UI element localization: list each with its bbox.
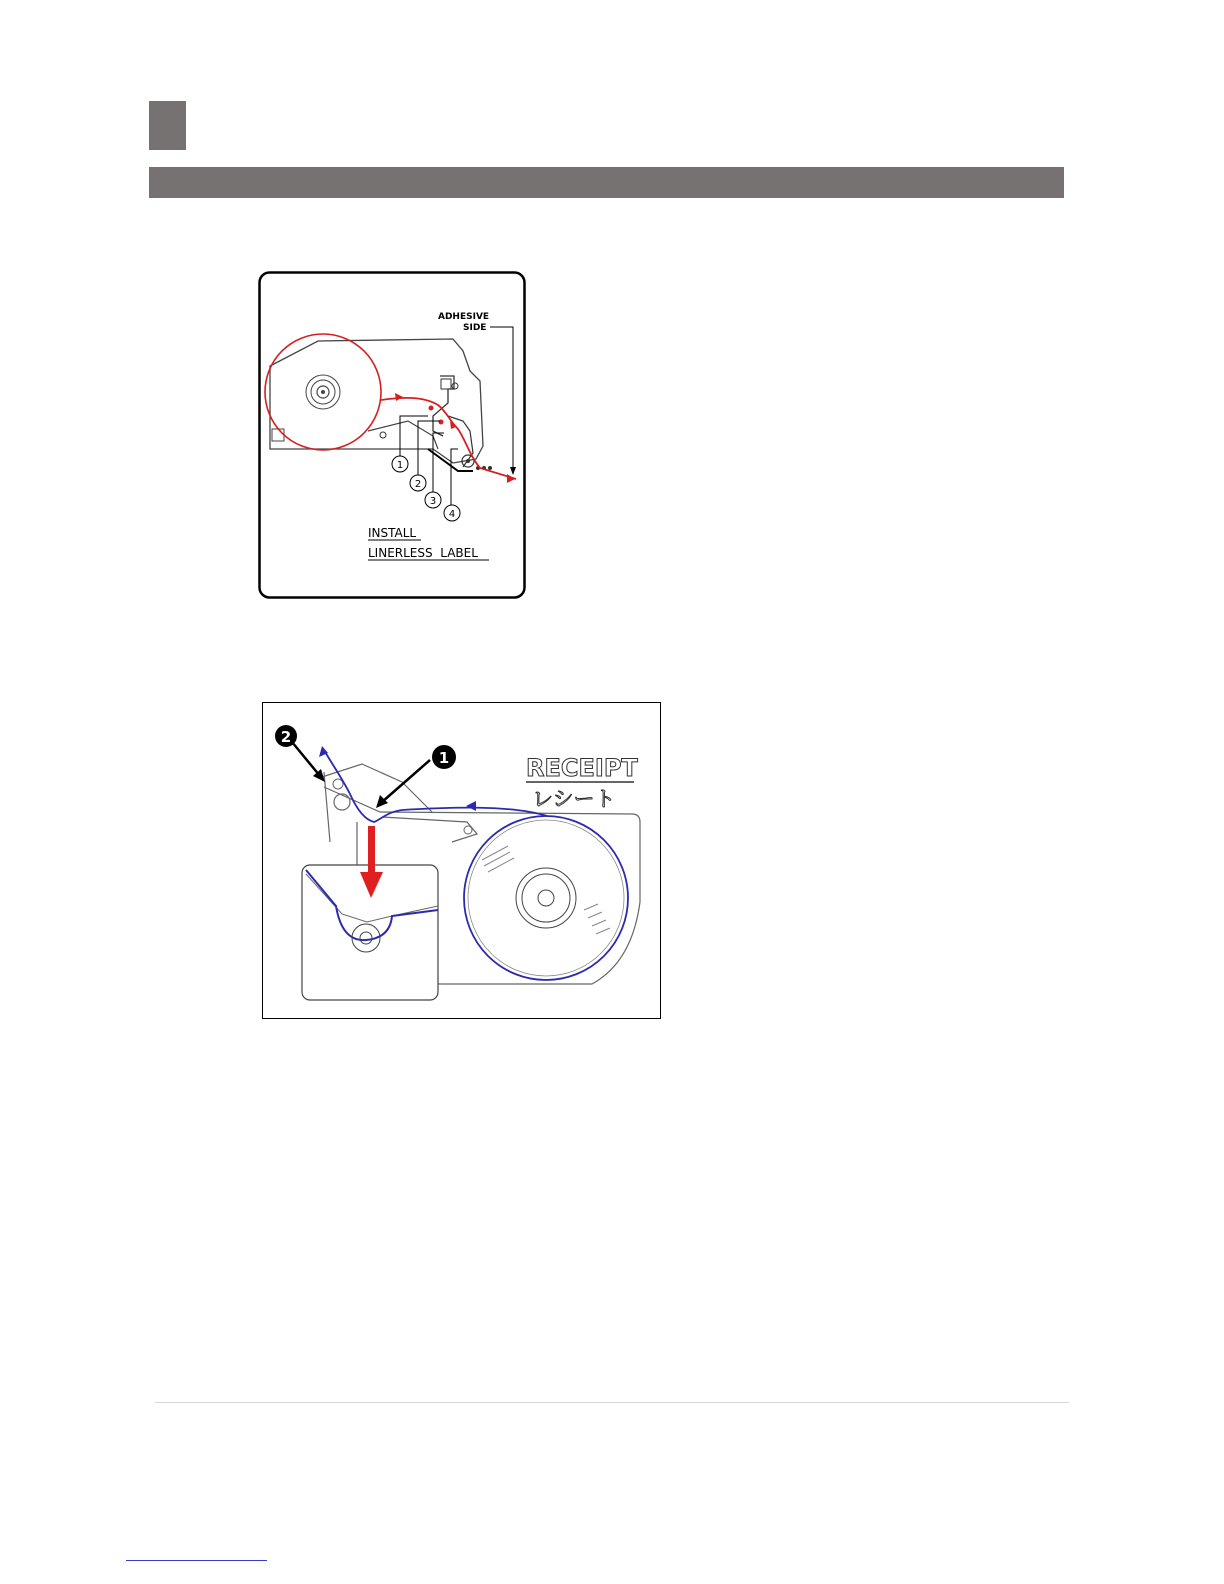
receipt-title-japanese: レシート xyxy=(532,787,616,811)
footer-link-underline[interactable] xyxy=(126,1560,267,1561)
chapter-number-block xyxy=(149,101,186,150)
svg-text:2: 2 xyxy=(414,479,422,490)
footer-divider xyxy=(155,1402,1069,1403)
caption-line2: LINERLESS LABEL xyxy=(368,546,478,560)
svg-text:1: 1 xyxy=(438,749,450,767)
caption-line1: INSTALL xyxy=(368,526,417,540)
callout-3 xyxy=(425,492,441,508)
callout-1 xyxy=(392,456,408,472)
receipt-paper-diagram xyxy=(262,702,661,1019)
section-header-bar xyxy=(149,167,1064,198)
marker-2 xyxy=(275,725,297,747)
receipt-title: RECEIPT xyxy=(526,754,638,782)
callout-2 xyxy=(410,475,426,491)
adhesive-side-label-line2: SIDE xyxy=(463,323,487,333)
svg-text:4: 4 xyxy=(448,509,456,520)
callout-4 xyxy=(444,505,460,521)
adhesive-side-label-line1: ADHESIVE xyxy=(438,312,490,322)
svg-text:3: 3 xyxy=(429,496,437,507)
svg-text:1: 1 xyxy=(396,460,404,471)
marker-1 xyxy=(432,745,456,769)
svg-text:2: 2 xyxy=(280,728,292,746)
linerless-label-diagram xyxy=(258,271,526,599)
